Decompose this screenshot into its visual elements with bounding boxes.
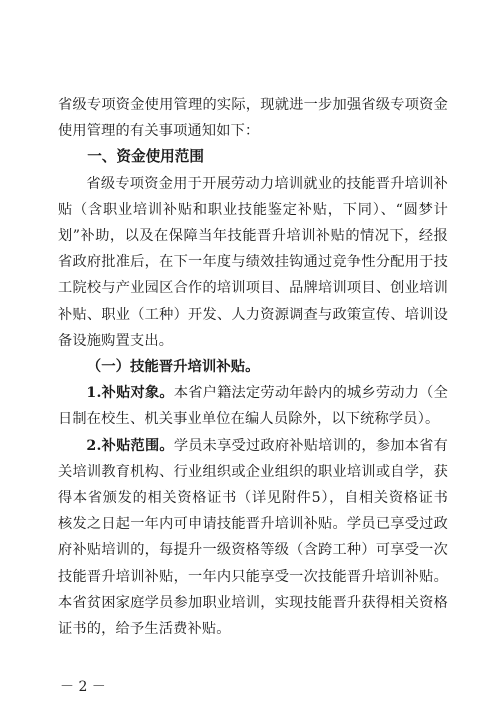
item-subsidy-scope-text: 学员未享受过政府补贴培训的，参加本省有关培训教育机构、行业组织或企业组织的职业培训或自学，获得本省颁发的相关资格证书（详见附件5），自相关资格证书核发之日起一年内可申请技能晋升培训补贴。学员已享受过政府补贴培训的，每提升一级资格等级（含跨工种）可享受一次技能晋升培训补贴，一年内只能享受一次技能晋升培训补贴。本省贫困家庭学员参加职业培训，实现技能晋升获得相关资格证书的，给予生活费补贴。 bbox=[58, 437, 448, 638]
subsection-heading-skill-subsidy: （一）技能晋升培训补贴。 bbox=[86, 358, 260, 376]
item-subsidy-target-text: 本省户籍法定劳动年龄内的城乡劳动力（全日制在校生、机关事业单位在编人员除外，以下统称学员）。 bbox=[58, 385, 448, 428]
item-subsidy-scope-lead: 2.补贴范围。 bbox=[86, 437, 174, 454]
page-number: － 2 － bbox=[60, 679, 106, 695]
section-usage-scope-paragraph: 省级专项资金用于开展劳动力培训就业的技能晋升培训补贴（含职业培训补贴和职业技能鉴定补贴，下同）、“圆梦计划”补助，以及在保障当年技能晋升培训补贴的情况下，经报省政府批准后，在下一年度与绩效挂钩通过竞争性分配用于技工院校与产业园区合作的培训项目、品牌培训项目、创业培训补贴、职业（工种）开发、人力资源调查与政策宣传、培训设备设施购置支出。 bbox=[58, 175, 448, 349]
section-heading-usage-scope: 一、资金使用范围 bbox=[87, 148, 204, 166]
item-subsidy-target-lead: 1.补贴对象。 bbox=[86, 385, 174, 402]
item-subsidy-scope bbox=[58, 433, 448, 643]
item-subsidy-target bbox=[58, 380, 448, 432]
document-body bbox=[58, 92, 448, 642]
intro-paragraph: 省级专项资金使用管理的实际，现就进一步加强省级专项资金使用管理的有关事项通知如下： bbox=[58, 97, 448, 140]
